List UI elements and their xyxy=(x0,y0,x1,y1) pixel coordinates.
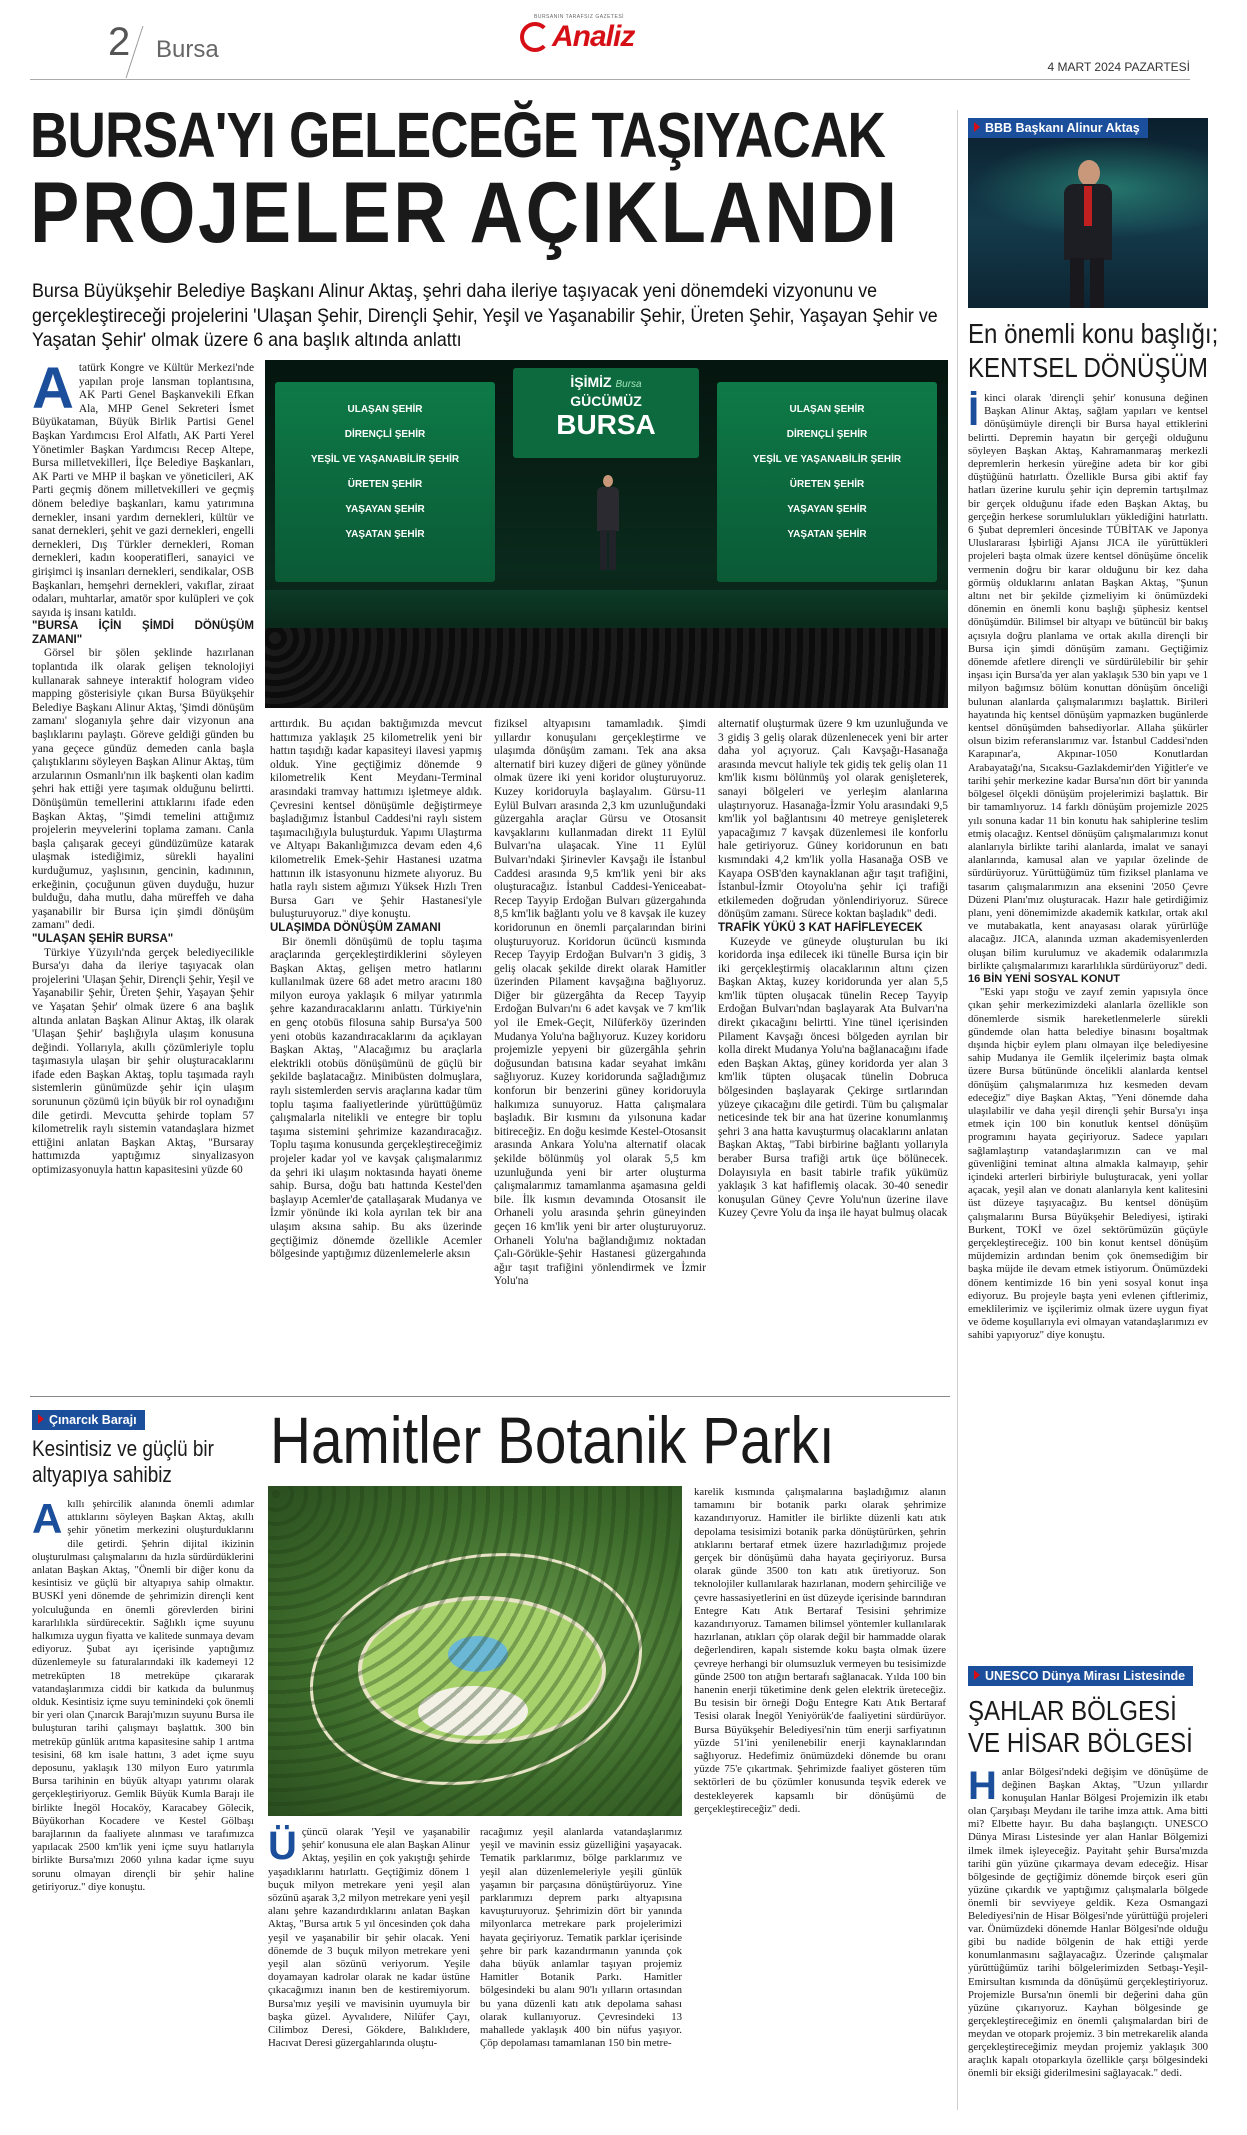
p-guneykoridor: alternatif oluşturmak üzere 9 km uzunluğunda ve 3 gidiş 3 geliş olarak düzenlenecek yeni bir arter daha yol açıyoruz. Çalı Kavşağı-Hasanağa arasında mevcut haliyle tek gidiş tek geliş olan 11 km'lik kısmı bölünmüş yol olarak genişleterek, sanayi bölgeleri ve yerleşim alanlarına ulaştırıyoruz. Hasanağa-İzmir Yolu arasındaki 9,5 km'lik yol bağlantısını 40 metreye genişleterek yapacağımız 7 kavşak düzenlemesi ile konforlu hale getiriyoruz. Güney koridorunun en batı kısmındaki 4,2 km'lik yolla Hasanağa OSB ve Kayapa OSB'den kaynaklanan ağır taşıt trafiğini, İstanbul-İzmir Otoyolu'na şehir içi trafiği etkilemeden doğrudan yönlendiriyoruz. Sürece dönüşüm zamanı. Sürece koktan başladık" dedi. xyxy=(718,718,948,921)
screen-item-3: YEŞİL VE YAŞANABİLİR ŞEHİR xyxy=(310,454,460,465)
unesco-tag xyxy=(968,1666,1193,1686)
sidebar-divider xyxy=(957,110,958,2110)
subhead-ulasan: "ULAŞAN ŞEHİR BURSA" xyxy=(32,932,174,945)
deck: Bursa Büyükşehir Belediye Başkanı Alinur Aktaş, şehri daha ileriye taşıyacak yeni dönemdeki vizyonunu ve gerçekleştireceği projelerini 'Ulaşan Şehir, Dirençli Şehir, Yeşil ve Yaşanabilir Şehir, Üreten Şehir, Yaşayan Şehir ve Yaşatan Şehir' olmak üzere 6 ana başlık altında anlattı xyxy=(32,281,938,351)
stage-screen-right xyxy=(717,382,937,582)
audience xyxy=(265,628,948,708)
screen-item-4: ÜRETEN ŞEHİR xyxy=(347,479,423,490)
dam-title2: altyapıya sahibiz xyxy=(32,1462,172,1487)
park-p2: racağımız yeşil alanlarda vatandaşlarımız yeşil ve mavinin essiz güzelliğini yaşayacak. Tematik parklarımız, bölge parklarımız ve yeşil alan düzenlemeleriyle yeşili günlük yaşamın bir parçasına dönüştürüyoruz. Yine parklarımızı deprem parkı altyapısına kavuşturuyoruz. Şehrimizin dört bir yanında milyonlarca metrekare park projelerimizi hayata geçiriyoruz. Tematik parklar içerisinde şehre bir park kazandırmanın yanında çok daha büyük anlamlar taşıyan projemiz Hamitler Botanik Parkı. Hamitler bölgesindeki bu alanı 90'lı yılların ortasından bu yana düzenli katı atık depolama sahası olarak kullanıyoruz. Çevresindeki 13 mahallede yaklaşık 400 bin nüfus yaşıyor. Çöp depolaması tamamlanan 150 bin metre- xyxy=(480,1826,682,2050)
screen-right-item-2: DİRENÇLİ ŞEHİR xyxy=(786,429,868,440)
unesco-title2: VE HİSAR BÖLGESİ xyxy=(968,1727,1193,1758)
dam-column xyxy=(32,1495,254,1894)
sidebar-title2: KENTSEL DÖNÜŞÜM xyxy=(968,352,1208,383)
screen-item-5: YAŞAYAN ŞEHİR xyxy=(345,504,425,515)
p-ulasan: Türkiye Yüzyılı'nda gerçek belediyecilikle Bursa'yı daha da ileriye taşıyacak olan projelerini 'Ulaşan Şehir, Dirençli Şehir, Yeşil ve Yaşanabilir Şehir, Üreten Şehir, Yaşayan Şehir ve Yaşatan Şehir' olmak üzere 6 ana başlık altında anlatan Başkan Alinur Aktaş, ilk olarak 'Ulaşan Şehir' başlığıyla ulaşım konusuna değindi. Yollarıyla, akıllı çözümleriyle toplu taşımasıyla ulaşan bir şehir oluşturacaklarını ifade eden Başkan Aktaş, toplu taşımada raylı sistemlerin günümüzde şehir için ulaşım sorununun çözümü için büyük bir rol oynadığını dile getirdi. Mevcutta şehirde toplam 57 kilometrelik raylı sistemin vatandaşlara hizmet ettiğini anlatan Başkan Aktaş, "Bursaray hattımızda yaptığımız sinyalizasyon optimizasyonuyla hattın kapasitesini yüzde 60 xyxy=(32,946,254,1177)
dam-tag xyxy=(32,1410,145,1430)
section-divider xyxy=(30,1396,950,1397)
issue-date: 4 MART 2024 PAZARTESİ xyxy=(1047,60,1190,74)
article-col4 xyxy=(718,718,948,1221)
sidebar-p2: "Eski yapı stoğu ve zayıf zemin yapısıyla önce çıkan şehir merkezimizdeki alanlarla özellikle son dönemlerde sismik hareketlenmelerle sürekli gündemde olan hatta belediye binasını boşaltmak dışında hiçbir eylem planı olmayan ilçe belediyesine sahip Mudanya ile Gemlik ilçelerimiz başta olmak üzere Bursa bütününde öncelikli alanlarda kentsel dönüşüm çalışmalarımıza hız kesmeden devam edeceğiz" diye Başkan Aktaş, "Yeni dönemde daha ulaşılabilir ve daha yeşil dirençli şehir Bursa'yı inşa etmek için 100 bin konutluk kentsel dönüşüm programını hayata geçiriyoruz. Sadece yapıları sağlamlaştırıp vatandaşlarımızın can ve mal güvenliğini teminat altına almakla kalmayıp, şehir içindeki arterleri birbiriyle buluşturacak, yeni yollar açacak, yeşil alan ve donatı alanlarıyla kent kalitesini üst düzeye taşıyacağız. Bu kentsel dönüşüm çalışmalarını Bursa Büyükşehir Belediyesi, iştiraki Burkent, TOKİ ve özel sektörümüzün güçüyle gerçekleştireceğiz. 100 bin konut kentsel dönüşüm müjdemizin ardından benim çok önemsediğim bir başka müjde ile devam etmek istiyorum. Önümüzdeki dönem kentimizde 16 bin yeni sosyal konut inşa ediyoruz. Bu projeyle başta yeni evlenen çiftlerimiz, emeklilerimiz ve işçilerimiz olmak üzere uygun fiyat ve ödeme koşullarıyla evi olmayan vatandaşlarımızı ev sahibi yapıyoruz" diye konuştu. xyxy=(968,986,1208,1342)
screen-item-1: ULAŞAN ŞEHİR xyxy=(347,404,423,415)
page-number: 2 xyxy=(108,20,131,64)
screen-right-item-4: ÜRETEN ŞEHİR xyxy=(789,479,865,490)
intro-text: tatürk Kongre ve Kültür Merkezi'nde yapılan proje lansman toplantısına, AK Parti Genel Başkanvekili Efkan Ala, MHP Genel Sekreteri İsmet Büyükataman, Büyük Birlik Partisi Genel Başkan Yardımcısı Erol Alfatlı, AK Parti Yerel Yönetimler Başkan Yardımcısı Recep Altepe, Bursa milletvekilleri, İlçe Belediye Başkanları, AK Parti ve MHP il başkan ve yöneticileri, AK Parti geçmiş dönem milletvekilleri ve geçmiş dönem belediye başkanları, kamu yatırımına dernekler, insani yardım dernekleri, kültür ve sanat dernekleri, şehit ve gazi dernekleri, engelli dernekleri, Dış Türkler dernekleri, Roman dernekleri, kadın kooperatifleri, sanayici ve girişimci iş insanları dernekleri, sendikalar, OSB Başkanları, hemşehri dernekleri, vakıflar, ziraat odaları, muhtarlar, amatör spor kulüpleri ve çok sayıda iş insanı katıldı. xyxy=(32,362,254,619)
dam-dropcap: A xyxy=(32,1495,63,1542)
logo xyxy=(520,14,634,54)
stage-screen-center xyxy=(513,368,699,458)
stage-screen-left xyxy=(275,382,495,582)
logo-tagline: BURSANIN TARAFSIZ GAZETESİ xyxy=(534,14,625,20)
brand-mid: GÜCÜMÜZ xyxy=(570,393,642,409)
park-rendering xyxy=(268,1486,682,1816)
subhead-ulasimda: ULAŞIMDA DÖNÜŞÜM ZAMANI xyxy=(270,921,441,934)
unesco-column xyxy=(968,1766,1208,2080)
sidebar-subhead: 16 BİN YENİ SOSYAL KONUT xyxy=(968,972,1121,985)
p-toplutasima: Bir önemli dönüşümü de toplu taşıma araçlarında gerçekleştirdiklerini söyleyen Başkan Aktaş, gelişen metro hatlarını kullanılmak üzere 68 adet metro aracını 180 milyon euroya yaklaşık 6 milyar yatırımla şehre kazandıracaklarını anlattı. Türkiye'nin en genç otobüs filosuna sahip Bursa'ya 500 yeni otobüs kazandıracaklarını da açıklayan Başkan Aktaş, "Alacağımız bu araçlarla elektrikli otobüs dönüşümünü de güçlü bir şekilde başlatacağız. Minibüsten dolmuşlara, raylı sistemlerden servis araçlarına kadar tüm toplu taşıma faaliyetlerinde yürüttüğümüz çalışmalarla nitelikli ve entegre bir toplu taşıma sistemini şehrimize kazandıracağız. Toplu taşıma konusunda gerçekleştireceğimiz projeler kadar yol ve kavşak çalışmalarımız da şehri iki ulaşım noktasında hayati öneme sahip. Bursa, doğu batı hattında Kestel'den başlayıp Acemler'de çatallaşarak Mudanya ve İzmir yönünde iki kola ayrılan tek bir ana ulaşım aksına sahip. Bu aks üzerinde geçtiğimiz dönemde özellikle Acemler bölgesinde yaptığımız düzenlemelerle aksın xyxy=(270,935,482,1261)
park-col2 xyxy=(480,1826,682,2050)
speaker-figure xyxy=(1060,160,1116,308)
park-p1: çüncü olarak 'Yeşil ve yaşanabilir şehir' konusuna ele alan Başkan Alinur Aktaş, yeşilin en çok yakıştığı şehirde yaşadıklarını hatırlattı. Geçtiğimiz dönem 1 buçuk milyon metrekare yeni yeşil alan sözünü aşarak 3,2 milyon metrekare yeni yeşil alanı şehre kazandırdıklarını anlatan Başkan Aktaş, "Bursa artık 5 yıl öncesinden çok daha yeşil ve yaşanabilir bir şehir olacak. Yeni dönemde de 3 buçuk milyon metrekare yeni yeşil alan sözünü veriyorum. Yeşile doyamayan kadrolar olarak ne kadar üstüne çıkacağımızı inanın ben de kestiremiyorum. Bursa'mız yeşili ve mavisinin uyumuyla bir başka güzel. Ayvalıdere, Nilüfer Çayı, Cilimboz Deresi, Gökdere, Balıklıdere, Hacıvat Deresi güzergahlarında oluştu- xyxy=(268,1826,470,2050)
unesco-dropcap: H xyxy=(968,1764,997,1808)
p-raylisistem: arttırdık. Bu açıdan baktığımızda mevcut hattımıza yaklaşık 25 kilometrelik yeni bir hattın taşıdığı kadar kapasiteyi ilavesi yapmış olduk. Yine geçtiğimiz dönemde 9 kilometrelik Kent Meydanı-Terminal arasındaki tramvay hattımızı işletmeye aldık. Çevresini kentsel dönüşümle değiştirmeye başladığımız İstanbul Caddesi'ni raylı sistem taşımacılığıyla buluşturduk. Yapımı Ulaştırma ve Altyapı Bakanlığımızca devam eden 4,6 kilometrelik Emek-Şehir Hastanesi uzatma hattının ilk istasyonunu hizmete alıyoruz. Bu hatla raylı sistem ağımızı Yüksek Hızlı Tren Bursa Garı ve Şehir Hastanesi'yle buluşturuyoruz." diye konuştu. xyxy=(270,718,482,921)
photo-caption: BBB Başkanı Alinur Aktaş xyxy=(985,121,1140,135)
screen-right-item-5: YAŞAYAN ŞEHİR xyxy=(787,504,867,515)
park-p3: karelik kısmında çalışmalarına başladığımız alanın tamamını bir botanik parkı olarak şehrimize kazandırıyoruz. Hamitler ile birlikte düzenli katı atık depolama tesisimizi botanik parka dönüştürürken, şehrin atıklarını bertaraf etmek üzere hazırladığımız projede gerçek bir dönüşümü daha hayata geçiriyoruz. Bursa olarak günde 3500 ton katı atık üretiyoruz. Son teknolojiler kullanılarak hazırlanan, modern şehirciliğe ve çevre hassasiyetlerini en üst düzeyde içerisinde barındıran Entegre Katı Atık Bertaraf Tesisini şehrimize kazandırıyoruz. Tamamen bilimsel yöntemler kullanılarak hazırlanan, atıkları çöp olarak değil bir hammadde olarak değerlendiren, kapalı sistemde koku başta olmak üzere çevreye herhangi bir olumsuzluk vermeyen bu tesisimizde günde 2500 ton atığın bertarafı sağlanacak. Yılda 100 bin hanenin enerji tüketimine denk gelen elektrik üreteceğiz. Bu tesisin bir örneği Doğu Entegre Katı Atık Bertaraf Tesisi olarak İnegöl Yeniyörük'de faaliyetini sürdürüyor. Bursa Büyükşehir Belediyesi'nin tüm enerji sarfiyatının yüzde 51'ini yenilenebilir enerji kaynaklarından sağlıyoruz. Hedefimiz önümüzdeki dönemde bu oranı yüzde 75'e çıkartmak. Şehrimizde faaliyet gösteren tüm sektörleri de bu çözümler konusunda teşvik ederek ve destekleyerek kapsamlı bir dönüşümü de gerçekleştireceğiz" dedi. xyxy=(694,1486,946,1815)
sidebar-p1: kinci olarak 'dirençli şehir' konusuna değinen Başkan Alinur Aktaş, sağlam yapıları ve kentsel dönüşümüyle dirençli bir Bursa hayal ettiklerini belirtti. Depremin hayatın bir gerçeği olduğunu söyleyen Başkan Aktaş, Kahramanmaraş merkezli depremlerin herkesin yüreğine adeta bir kor gibi düştüğünü hatırlattı. Özellikle Bursa gibi aktif fay hatları üzerine kurulu şehir için depremin tartışılmaz bir gerçek olduğunu ifade eden Başkan Aktaş, bu gerçeğin herkese sorumlulukları yüklediğini hatırlattı. 6 Şubat depremleri öncesinde TÜBİTAK ve Japonya Uluslararası İşbirliği Ajansı JICA ile yürüttükleri projeleri başta olmak üzere kentsel dönüşüme öncelik vermenin doğru bir karar olduğunu bir kez daha görmüş olduklarını anlatan Başkan Aktaş, "Şunun altını net bir şekilde çizmeliyim ki önümüzdeki dönemin en önemli konu başlığı şüphesiz kentsel dönüşümdür. Bilimsel bir altyapı ve bütüncül bir bakış açısıyla doğru planlama ve ortak akılla dirençli bir Bursa için şimdi dönüşüm zamanı. Geçtiğimiz dönemde afetlere dirençli ve sürdürülebilir bir şehir inşası için Bursa'da yer alan yaklaşık 530 bin yapı ve 1 milyon bağımsız bölüm konuttan dönüşüm önceliği bulunan alanlarda çalışmalarımızı başlattık. Birileri hayatında hiç kentsel dönüşüm yapmazken bugünlerde kentsel dönüşümden bahsediyorlar. Allaha şükürler olsun bizim referanslarımız var. İstanbul Caddesi'nden Karapınar'a, Akpınar-1050 Konutlardan Arabayatağı'na, Sıcaksu-Gazlakdemir'den Yiğitler'e ve tarihi şehir merkezine kadar Bursa'nın dört bir yanında bölgesel ölçekli dönüşüm projelerimizi başlattık. Bir bir tamamlıyoruz. 14 farklı dönüşüm projemizle 2025 yılı sonuna kadar 11 bin konutu hak sahiplerine teslim etmiş olacağız. Kentsel dönüşüm çalışmalarımızı konut alanlarıyla birlikte tarihi alanlarda, imalat ve sanayi alanlarında, kamusal alan ve yapılar özelinde de sürdürüyoruz. Yürüttüğümüz tüm fiziksel planlama ve tasarım çalışmalarımızın ana eksenini '2050 Çevre Düzeni Planı'mız oluşturacak. Hazır hale getirdiğimiz planı, yeni dönemimizde akademik katkılar, ortak akıl ve mutabakatla, kent anayasası olarak yürürlüğe alacağız. JICA, alanında uzman akademisyenlerden oluşan bilim kurulumuz ve akademik odalarımızla birlikte çalışmalarımızı kararlılıkla sürdürüyoruz" dedi. xyxy=(968,392,1208,972)
headline-line1: BURSA'YI GELECEĞE TAŞIYACAK xyxy=(30,99,886,171)
park-col1 xyxy=(268,1826,470,2050)
photo-caption-tag xyxy=(968,118,1148,138)
park-title: Hamitler Botanik Parkı xyxy=(270,1403,835,1477)
p-donusum: Görsel bir şölen şeklinde hazırlanan toplantıda ilk olarak gelişen teknolojiyi kullanarak sahneye interaktif hologram video mapping gösterisiyle çıkan Bursa Büyükşehir Belediye Başkanı Alinur Aktaş, 'Şimdi dönüşüm zamanı' sloganıyla şehre dair vizyonun ana başlıklarını paylaştı. Göreve geldiği günden bu yana geçece gündüz demeden canla başla çalıştıklarını söyleyen Başkan Alinur Aktaş, tüm arzularının Osmanlı'nın ilk başkenti olan kadim şehri hak ettiği yere taşımak olduğunu belirtti. Dönüşümün temellerini attıklarını ifade eden Başkan Aktaş, "Şimdi temelini attığımız projelerin meyvelerini toplama zamanı. Canla başla çalışarak geceyi gündüzümüze katarak ulaşmak istediğimiz, sürekli hayalini kurduğumuz, yaşlısının, gencinin, kadınının, erkeğinin, çocuğunun güven duyduğu, huzur bulduğu, daha mutlu, daha müreffeh ve daha yaşanabilir bir Bursa için şimdi dönüşüm zamanı" dedi. xyxy=(32,647,254,932)
sidebar-title1: En önemli konu başlığı; xyxy=(968,318,1219,349)
article-col2 xyxy=(270,718,482,1262)
mayor-photo xyxy=(968,118,1208,308)
subhead-donusum: "BURSA İÇİN ŞİMDİ DÖNÜŞÜM ZAMANI" xyxy=(32,620,254,646)
brand-big: BURSA xyxy=(556,409,656,440)
p-koridor: fiziksel altyapısını tamamladık. Şimdi yıllardır konuşulanı gerçekleştirme ve ulaşımda dönüşüm zamanı. Tek ana aksa alternatif biri kuzey diğeri de güney yönünde olmak üzere iki yeni koridor oluşturuyoruz. Kuzey koridoruyla başlayalım. Gürsu-11 Eylül Bulvarı arasında 2,3 km uzunluğundaki güzergahla araçlar Gürsu ve Otosansit kavşaklarını kullanmadan direkt 11 Eylül Bulvarı'na ulaşacak. Yine 11 Eylül Bulvarı'ndaki Şirinevler Kavşağı ile İstanbul Caddesi arasında 9,5 km'lik yeni bir aks oluşturacağız. İstanbul Caddesi-Yeniceabat-Recep Tayyip Erdoğan Bulvarı güzergahında 8,5 km'lik bağlantı yolu ve 8 kavşak ile kuzey koridorunun en önemli parçalarından birini oluşturuyoruz. Koridorun ücüncü kısmında Recep Tayyip Erdoğan Bulvarı'n 3 gidiş, 3 geliş olacak şekilde direkt olarak Hamitler üzerinden Pilament kavşağına bağlıyoruz. Diğer bir güzergâhta da Recep Tayyip Erdoğan Bulvarı'nı 6 adet kavşak ve 7 km'lik yol ile Emek-Geçit, Nilüferköy üzerinden Mudanya Yolu'na bağlıyoruz. Kuzey koridoru projemizle yepyeni bir güzergâhla şehrin doğusundan batısına kadar seyahat imkânı sağlıyoruz. Kuzey koridorunda sağladığımız konforun bir benzerini güney koridoruyla halkımıza sunuyoruz. Hatta çalışmalara başladık. Bir kısmını da yılsonuna kadar bitireceğiz. En doğu kesimde Kestel-Otosansit arasında Ankara Yolu'na alternatif olacak şekilde bölünmüş yol olarak 5,5 km uzunluğunda yeni bir arter oluşturma çalışmalarımız tamamlanma aşamasına geldi bile. İlk kısmın devamında Otosansit ile Orhaneli yolu arasında şehrin güneyinden geçen 16 km'lik yeni bir arter oluşturuyoruz. Orhaneli Yolu'na bağlandığımız noktadan Çalı-Görükle-Şehir Hastanesi güzergahında ağır taşıt trafiğini yönlendirmek ve İzmir Yolu'na xyxy=(494,718,706,1288)
header-divider xyxy=(30,79,1190,80)
p-tunel: Kuzeyde ve güneyde oluşturulan bu iki koridorda inşa edilecek iki tünelle Bursa için bir iki gerçekleştirmiş olacaklarının altını çizen Başkan Aktaş, kuzey koridorunda yer alan 5,5 km'lik tüpten oluşacak tünelin Recep Tayyip Erdoğan Bulvarı'ndan başlayarak Ata Bulvarı'na direkt çıkacağını belirtti. Yine tünel içerisinden Pilament Kavşağı öncesi bölgeden ayrılan bir kolla direkt Mudanya Yolu'na bağlanacağını ifade eden Başkan Aktaş, güney koridorda yer alan 3 km'lik tüpten oluşacak tünelin Dobruca bölgesinden başlayarak Çekirge sırtlarından yüzeye çıkacağını dile getirdi. Tüm bu çalışmalar neticesinde tek bir ana hat üzerine konumlanmış şehri 3 ana hatta kavuşturmuş olacaklarını anlatan Başkan Aktaş, "Tabi birbirine bağlantı yollarıyla beraber Bursa trafiği artık üçe bölünecek. Dolayısıyla en basit tabirle trafik yükümüz yaklaşık 3 kat hafiflemiş olacak. 30-40 senedir konuşulan Güney Çevre Yolu'nun üzerine ilave Kuzey Çevre Yolu da inşa ile hayat bulmuş olacak xyxy=(718,935,948,1220)
sidebar-column xyxy=(968,392,1208,1343)
dam-title1: Kesintisiz ve güçlü bir xyxy=(32,1436,214,1461)
screen-item-2: DİRENÇLİ ŞEHİR xyxy=(344,429,426,440)
unesco-text: anlar Bölgesi'ndeki değişim ve dönüşüme de değinen Başkan Aktaş, "Uzun yıllardır konuşulan Hanlar Bölgesi Projemizin ilk etabı olan Çarşıbaşı Meydanı ile tarihe imza attık. Ama bitti mi? Elbette hayır. Bu daha başlangıçtı. UNESCO Dünya Mirası Listesinde yer alan Hanlar Bölgemizi ilmek ilmek işleyeceğiz. Payitaht şehir Bursa'mızda tarihi gün yüzüne çıkarmaya devam edeceğiz. Hisar bölgesinde de geçtiğimiz dönemde birçok eseri gün yüzüne çıkardık ve yaptığımız çalışmalarla bölgede önemli bir sevviyeye geldik. Keza Osmangazi Belediyesi'nin de Hisar Bölgesi'nde yürüttüğü projeleri var. Önümüzdeki dönemde Hanlar Bölgesi'nde olduğu gibi bu nadide bölgenin de hak ettiği yerde konumlanmasını sağlayacağız. Üzerinde çalışmalar yürüttüğümüz tarihi bölgelerimizden Setbaşı-Yeşil-Emirsultan kısmında da dönüşümü gerçekleştiriyoruz. Projemizle Bursa'nın önemli bir değerini daha gün yüzüne çıkarıyoruz. Kayhan bölgesinde ge gerçekleştireceğimiz en önemli çalışmalardan biri de meydan ve otopark projemiz. 3 bin metrekarelik alanda gerçekleştireceğimiz meydan projemiz yaklaşık 300 araçlık kapalı otoparkıyla özellikle çarşı bölgesindeki önemli bir eksiği giderilmesini sağlayacak." dedi. xyxy=(968,1766,1208,2080)
unesco-tag-label: UNESCO Dünya Mirası Listesinde xyxy=(985,1669,1186,1683)
logo-swoosh-icon xyxy=(520,22,550,52)
subhead-trafik: TRAFİK YÜKÜ 3 KAT HAFİFLEYECEK xyxy=(718,921,923,934)
park-col3 xyxy=(694,1486,946,1816)
brand-top: İŞİMİZ xyxy=(570,374,612,390)
screen-item-6: YAŞATAN ŞEHİR xyxy=(345,529,425,540)
article-col3 xyxy=(494,718,706,1289)
headline-line2: PROJELER AÇIKLANDI xyxy=(30,165,900,261)
stage-photo xyxy=(265,360,948,708)
screen-right-item-6: YAŞATAN ŞEHİR xyxy=(787,529,867,540)
logo-text: Analiz xyxy=(552,20,635,53)
park-trees xyxy=(268,1486,682,1816)
dam-text: kıllı şehircilik alanında önemli adımlar attıklarını söyleyen Başkan Aktaş, akıllı şehir yönetim merkezini oluşturduklarını dile getirdi. Şehrin dijital ikizinin oluşturulması çalışmalarını da hızla sürdürdüklerini anlatan Başkan Aktaş, "Önemli bir diğer konu da kesintisiz ve güçlü bir altyapıya sahip olmaktır. BUSKİ yeni dönemde de şehrimizin dirençli kent yolculuğunda en önemli görevlerden birini kararlılıkla sürdürecektir. Sağlıklı içme suyunu halkımıza uygun fiyatta ve kalitede sunmaya devam ediyoruz. Şubat ayı içerisinde yaptığımız düzenlemeyle su faturalarındaki ilk kademeyi 12 metreküpten 18 metreküpe çıkararak vatandaşlarımıza ciddi bir katkıda da bulunmuş olduk. Kesintisiz içme suyu teminindeki çok önemli bir yeri olan Çınarcık Barajı'mızın suyunu Bursa ile buluşturan tarihi çalışmayı başlattık. 300 bin metreküp günlük arıtma kapasitesine sahip 1 arıtma tesisini, 68 km isale hattını, 3 adet içme suyu deposunu, yaklaşık 130 milyon Euro yatırımla Bursa tarihinin en büyük altyapı yatırımı olarak gerçekleştiriyoruz. Gemlik Büyük Kumla Barajı ile birlikte İnegöl Hocaköy, Karacabey Gölecik, Büyükorhan Kocadere ve Kestel Gölbaşı barajlarının da faaliyete alınması ve tarafımızca yapılacak 2500 km'lik yeni içme suyu hatlarıyla birlikte Bursa'mızı 2060 yılına kadar içme suyu sorunu olmayan dirençli bir şehir haline getiriyoruz." diye konuştu. xyxy=(32,1499,254,1893)
section-name: Bursa xyxy=(156,36,219,63)
screen-right-item-1: ULAŞAN ŞEHİR xyxy=(789,404,865,415)
sidebar-dropcap: İ xyxy=(968,390,980,434)
dam-tag-label: Çınarcık Barajı xyxy=(49,1413,137,1427)
screen-right-item-3: YEŞİL VE YAŞANABİLİR ŞEHİR xyxy=(752,454,902,465)
unesco-title1: ŞAHLAR BÖLGESİ xyxy=(968,1695,1177,1726)
brand-script: Bursa xyxy=(615,379,642,390)
park-dropcap: Ü xyxy=(268,1824,297,1868)
main-dropcap: A xyxy=(32,356,74,421)
stage-speaker xyxy=(595,475,621,575)
article-col1 xyxy=(32,356,254,1178)
